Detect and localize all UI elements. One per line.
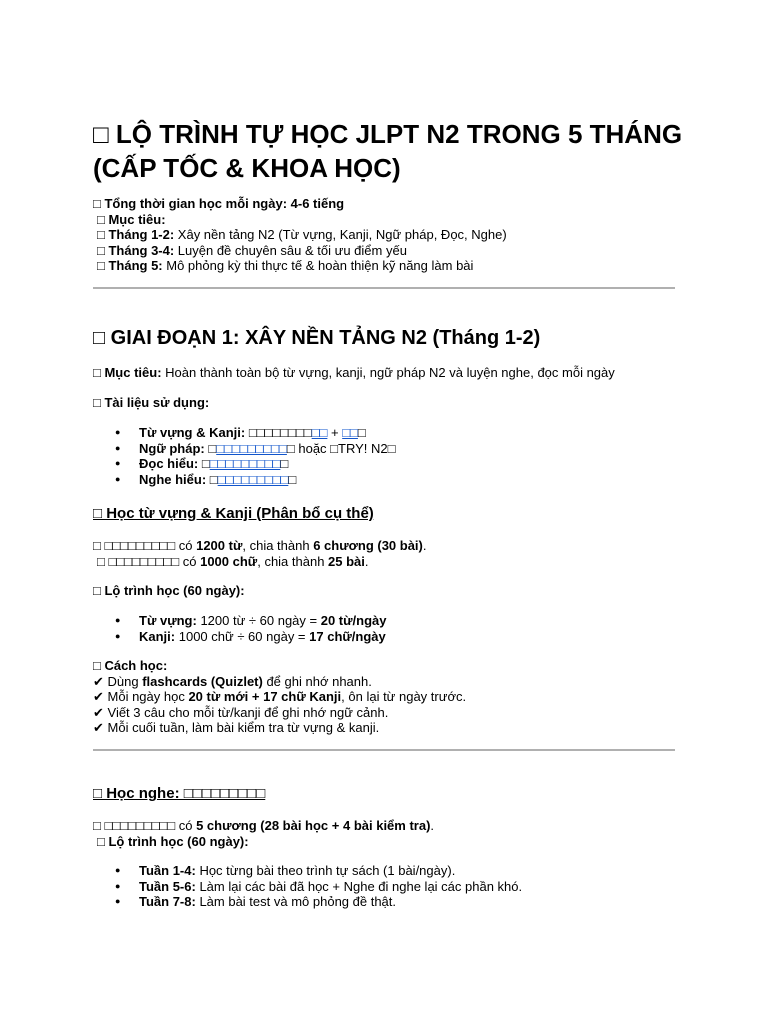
list-item [93, 425, 395, 441]
list-item [93, 894, 522, 910]
list-item [93, 441, 395, 457]
method-block [93, 658, 466, 736]
vocab-plan-title: □ Lộ trình học (60 ngày): [93, 583, 245, 598]
vocab-l2-d: . [364, 553, 369, 569]
mat4-link[interactable]: □□□□□□□□□ [217, 471, 289, 487]
divider [93, 749, 675, 751]
list-item [93, 879, 522, 895]
materials-list [93, 425, 395, 487]
mat1-text: □□□□□□□□ [245, 425, 312, 440]
materials-label [93, 395, 209, 411]
vocab-heading: □ Học từ vựng & Kanji (Phân bổ cụ thể) [93, 505, 374, 522]
listening-plan-list [93, 863, 522, 910]
list-item [93, 472, 395, 488]
mat1-end: □ [357, 425, 366, 440]
mat4-end: □ [288, 471, 297, 487]
intro-block [93, 196, 507, 274]
phase1-goal-label: □ Mục tiêu: [93, 365, 162, 380]
c3: ✔ Viết 3 câu cho mỗi từ/kanji để ghi nhớ ngữ cảnh. [93, 704, 389, 720]
vocab-l2-a: □ □□□□□□□□□ có [97, 553, 201, 569]
mat3-link[interactable]: □□□□□□□□□ [209, 456, 281, 471]
p1-result: 20 từ/ngày [320, 613, 387, 628]
vocab-l1-a: □ □□□□□□□□□ có [93, 538, 197, 553]
c2-c: , ôn lại từ ngày trước. [341, 689, 467, 704]
p2-text: 1000 chữ ÷ 60 ngày = [175, 628, 310, 644]
list-item [93, 863, 522, 879]
mat4-label: Nghe hiểu: [139, 471, 207, 487]
mat2-end: □ hoặc □TRY! N2□ [286, 440, 396, 456]
method-title: □ Cách học: [93, 658, 168, 673]
c2-b: 20 từ mới + 17 chữ Kanji [188, 689, 342, 704]
vocab-l1-d: . [422, 538, 427, 553]
mat1-link1[interactable]: □□ [311, 425, 328, 440]
page-title: □ LỘ TRÌNH TỰ HỌC JLPT N2 TRONG 5 THÁNG (CẤP TỐC & KHOA HỌC) [93, 119, 683, 183]
listen-plan-title: □ Lộ trình học (60 ngày): [97, 833, 249, 849]
listening-heading: □ Học nghe: □□□□□□□□□ [93, 785, 266, 802]
c1-a: ✔ Dùng [93, 673, 143, 689]
listen-l1-b: 5 chương (28 bài học + 4 bài kiểm tra) [196, 818, 431, 833]
list-item [93, 456, 395, 472]
list-item [93, 629, 387, 645]
p2-label: Kanji: [139, 628, 176, 644]
vocab-plan-label [93, 583, 245, 599]
phase1-goal-text: Hoàn thành toàn bộ từ vựng, kanji, ngữ pháp N2 và luyện nghe, đọc mỗi ngày [161, 365, 615, 380]
mat4-text: □ [206, 471, 218, 487]
w3-label: Tuần 7-8: [139, 894, 196, 909]
vocab-l2-b1: 1000 chữ [200, 553, 258, 569]
listening-book [93, 818, 434, 849]
month34-label: □ Tháng 3-4: [97, 242, 175, 258]
mat1-plus: + [327, 425, 343, 440]
w1-text: Học từng bài theo trình tự sách (1 bài/ngày). [195, 863, 456, 878]
vocab-l1-b1: 1200 từ [196, 538, 243, 553]
listen-l1-a: □ □□□□□□□□□ có [93, 818, 197, 833]
mat3-label: Đọc hiểu: [139, 456, 199, 471]
w3-text: Làm bài test và mô phỏng đề thật. [195, 894, 397, 909]
p1-label: Từ vựng: [139, 613, 197, 628]
total-time: □ Tổng thời gian học mỗi ngày: 4-6 tiếng [93, 196, 345, 211]
phase1-heading: □ GIAI ĐOẠN 1: XÂY NỀN TẢNG N2 (Tháng 1-2) [93, 327, 541, 349]
divider [93, 287, 675, 289]
mat1-link2[interactable]: □□ [342, 425, 358, 440]
month5-text: Mô phỏng kỳ thi thực tế & hoàn thiện kỹ năng làm bài [162, 258, 474, 273]
vocab-l1-c: , chia thành [242, 538, 314, 553]
month34-text: Luyện đề chuyên sâu & tối ưu điểm yếu [174, 242, 407, 258]
vocab-l2-c: , chia thành [257, 553, 329, 569]
mat1-label: Từ vựng & Kanji: [139, 425, 246, 440]
phase1-goal [93, 365, 615, 381]
w2-text: Làm lại các bài đã học + Nghe đi nghe lại các phần khó. [195, 878, 523, 894]
c1-b: flashcards (Quizlet) [142, 673, 263, 689]
mat3-end: □ [280, 456, 289, 471]
mat2-link[interactable]: □□□□□□□□□ [216, 440, 287, 456]
vocab-plan-list [93, 613, 387, 644]
list-item [93, 613, 387, 629]
month5-label: □ Tháng 5: [97, 258, 163, 273]
w1-label: Tuần 1-4: [139, 863, 196, 878]
vocab-l2-b2: 25 bài [328, 553, 365, 569]
c2-a: ✔ Mỗi ngày học [93, 689, 189, 704]
mat2-label: Ngữ pháp: [139, 440, 205, 456]
listen-l1-c: . [430, 818, 435, 833]
mat3-text: □ [198, 456, 210, 471]
c1-c: để ghi nhớ nhanh. [262, 673, 372, 689]
vocab-books [93, 538, 427, 569]
p1-text: 1200 từ ÷ 60 ngày = [196, 613, 321, 628]
materials-title: □ Tài liệu sử dụng: [93, 395, 210, 410]
p2-result: 17 chữ/ngày [309, 628, 386, 644]
month12-text: Xây nền tảng N2 (Từ vựng, Kanji, Ngữ pháp, Đọc, Nghe) [174, 227, 507, 242]
w2-label: Tuần 5-6: [139, 878, 196, 894]
vocab-l1-b2: 6 chương (30 bài) [313, 538, 423, 553]
mat2-text: □ [204, 440, 217, 456]
c4: ✔ Mỗi cuối tuần, làm bài kiểm tra từ vựng & kanji. [93, 720, 380, 735]
goal-label: □ Mục tiêu: [97, 211, 166, 227]
month12-label: □ Tháng 1-2: [97, 227, 175, 242]
